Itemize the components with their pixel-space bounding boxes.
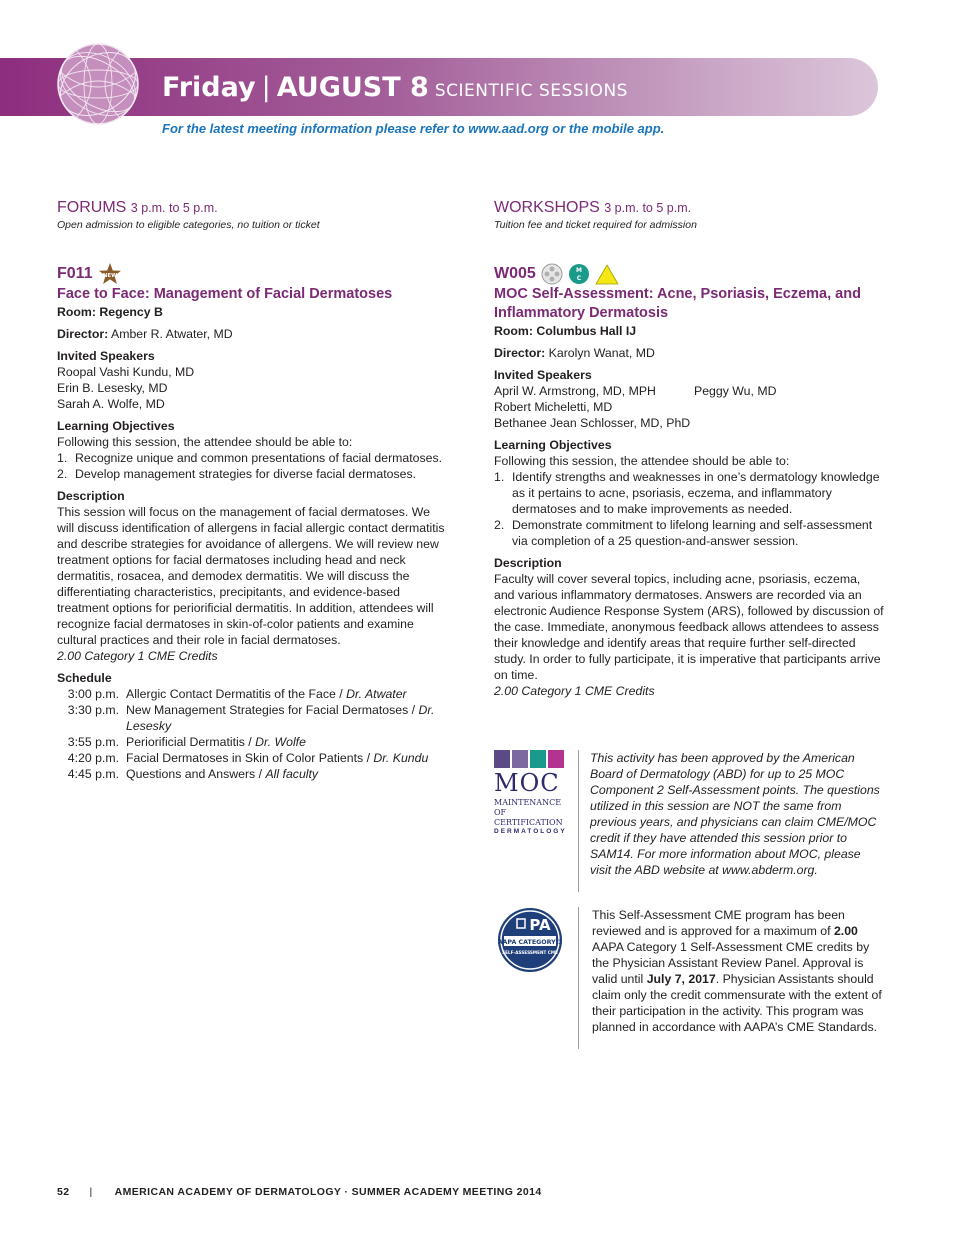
list-item: 2. Demonstrate commitment to lifelong learning and self-assessment via completion of a 25 question-and-answer session. <box>494 518 873 548</box>
schedule-time: 3:00 p.m. <box>67 687 119 701</box>
objectives-intro: Following this session, the attendee should be able to: <box>494 454 790 468</box>
schedule-item: Questions and Answers / All faculty <box>126 767 319 781</box>
footer-divider: | <box>89 1186 93 1198</box>
schedule-item: Facial Dermatoses in Skin of Color Patients / Dr. Kundu <box>126 751 429 765</box>
room: Room: Regency B <box>57 305 163 319</box>
workshops-subtitle: Tuition fee and ticket required for admission <box>494 219 697 231</box>
title-day: Friday <box>162 72 256 103</box>
new-badge-text: NEW <box>102 273 117 279</box>
objectives-list <box>57 450 447 482</box>
speaker: Robert Micheletti, MD <box>494 400 613 414</box>
description-label: Description <box>494 556 562 570</box>
forums-label: FORUMS <box>57 199 127 216</box>
aapa-text: This Self-Assessment CME program has been reviewed and is approved for a maximum of 2.00 AAPA Category 1 Self-Assessment CME credits by the Physician Assistant Review Panel. Approval is valid until July 7, 2017. Physician Assistants should claim only the credit commensurate with the extent of their participation in the activity. This program was planned in accordance with AAPA’s CME Standards. <box>592 908 882 1034</box>
schedule-time: 4:20 p.m. <box>67 751 119 765</box>
speakers-label: Invited Speakers <box>494 368 592 382</box>
session-code: F011 <box>57 265 93 282</box>
moc-logo-sub: OF CERTIFICATION <box>494 808 563 827</box>
speaker: Erin B. Lesesky, MD <box>57 381 168 395</box>
credits: 2.00 Category 1 CME Credits <box>57 649 218 663</box>
schedule-time: 4:45 p.m. <box>67 767 119 781</box>
moc-badge-icon <box>568 263 590 285</box>
new-star-icon <box>98 262 122 286</box>
forums-column <box>57 198 447 782</box>
aapa-seal-icon <box>497 907 563 973</box>
divider <box>578 907 579 1049</box>
schedule-time: 3:55 p.m. <box>67 735 119 749</box>
credits: 2.00 Category 1 CME Credits <box>494 684 655 698</box>
warning-triangle-icon <box>595 263 619 285</box>
moc-logo-word: MOC <box>494 769 560 797</box>
globe-logo-icon <box>56 42 140 126</box>
page-title <box>162 72 628 103</box>
svg-text:C: C <box>576 275 581 282</box>
speaker: Sarah A. Wolfe, MD <box>57 397 165 411</box>
schedule-table <box>57 686 447 782</box>
svg-text:M: M <box>575 267 582 274</box>
description: This session will focus on the management of facial dermatoses. We will discuss identification of allergens in facial allergic contact dermatitis and describe strategies for avoidance of allergens. We will review new treatment options for facial dermatoses including head and neck dermatitis, rosacea, and demodex dermatitis. We will discuss the differentiating characteristics, precipitants, and evidence-based treatment options for periorificial dermatitis. In addition, attendees will recognize facial dermatoses in skin-of-color patients and examine cultural practices and their role in facial dermatoses. <box>57 505 445 647</box>
moc-logo <box>494 750 567 835</box>
session-code: W005 <box>494 265 536 282</box>
footer-text: AMERICAN ACADEMY OF DERMATOLOGY · SUMMER ACADEMY MEETING 2014 <box>114 1186 542 1198</box>
objectives-label: Learning Objectives <box>57 419 175 433</box>
seal-line2: SELF-ASSESSMENT CME <box>502 950 558 955</box>
schedule-label: Schedule <box>57 671 112 685</box>
speaker: Bethanee Jean Schlosser, MD, PhD <box>494 416 691 430</box>
film-reel-icon <box>541 263 563 285</box>
director <box>494 345 884 361</box>
session-code-row <box>57 263 447 285</box>
title-sessions: SCIENTIFIC SESSIONS <box>434 81 628 101</box>
director-name: Amber R. Atwater, MD <box>111 327 233 341</box>
title-separator: | <box>261 72 271 103</box>
moc-logo-derm: DERMATOLOGY <box>494 828 567 835</box>
objectives-list <box>494 469 884 549</box>
forums-time: 3 p.m. to 5 p.m. <box>130 201 218 215</box>
objectives-intro: Following this session, the attendee should be able to: <box>57 435 353 449</box>
workshops-label: WORKSHOPS <box>494 199 600 216</box>
description-label: Description <box>57 489 125 503</box>
director-label: Director: <box>57 327 109 341</box>
forums-heading <box>57 198 447 218</box>
director-label: Director: <box>494 346 546 360</box>
speaker: Peggy Wu, MD <box>694 384 777 398</box>
speaker: April W. Armstrong, MD, MPH <box>494 384 656 398</box>
moc-text: This activity has been approved by the American Board of Dermatology (ABD) for up to 25 MOC Component 2 Self-Assessment points. The questions utilized in this session are NOT the same from previous years, and physicians can claim CME/MOC credit if they have attended this session prior to SAM14. For more information about MOC, please visit the ABD website at www.abderm.org. <box>590 751 880 877</box>
forums-subtitle: Open admission to eligible categories, no tuition or ticket <box>57 219 320 231</box>
room: Room: Columbus Hall IJ <box>494 324 637 338</box>
seal-pa: PA <box>529 916 551 934</box>
session-code-row <box>494 263 884 285</box>
speaker-row <box>494 383 884 399</box>
description: Faculty will cover several topics, including acne, psoriasis, eczema, and various inflammatory dermatoses. Answers are recorded via an electronic Audience Response System (ARS), followed by discussion of the case. Immediate, anonymous feedback allows attendees to assess their knowledge and identify areas that require further self-directed study. In order to fully participate, it is imperative that participants arrive on time. <box>494 572 884 682</box>
list-item: 2. Develop management strategies for diverse facial dermatoses. <box>57 467 417 481</box>
page-footer <box>57 1186 542 1198</box>
workshops-heading <box>494 198 884 218</box>
list-item: 1. Identify strengths and weaknesses in one’s dermatology knowledge as it pertains to acne, psoriasis, eczema, and inflammatory dermatoses and to make improvements as needed. <box>494 470 880 516</box>
session-title: MOC Self-Assessment: Acne, Psoriasis, Eczema, and Inflammatory Dermatosis <box>494 286 861 321</box>
schedule-item: New Management Strategies for Facial Dermatoses / Dr. Lesesky <box>126 703 435 733</box>
workshops-column <box>494 198 884 699</box>
schedule-time: 3:30 p.m. <box>67 703 119 717</box>
title-date: AUGUST 8 <box>276 72 429 103</box>
page-number: 52 <box>57 1186 70 1198</box>
session-title: Face to Face: Management of Facial Dermatoses <box>57 286 393 302</box>
director <box>57 326 447 342</box>
schedule-item: Periorificial Dermatitis / Dr. Wolfe <box>126 735 306 749</box>
info-line: For the latest meeting information please refer to www.aad.org or the mobile app. <box>162 121 665 136</box>
schedule-item: Allergic Contact Dermatitis of the Face / Dr. Atwater <box>126 687 407 701</box>
workshops-time: 3 p.m. to 5 p.m. <box>604 201 692 215</box>
objectives-label: Learning Objectives <box>494 438 612 452</box>
speakers-label: Invited Speakers <box>57 349 155 363</box>
divider <box>578 750 579 892</box>
moc-color-bars <box>494 750 564 768</box>
speaker: Roopal Vashi Kundu, MD <box>57 365 195 379</box>
moc-logo-sub: MAINTENANCE <box>494 798 562 807</box>
list-item: 1. Recognize unique and common presentations of facial dermatoses. <box>57 451 443 465</box>
director-name: Karolyn Wanat, MD <box>548 346 655 360</box>
seal-line1: AAPA CATEGORY 1 <box>497 939 563 946</box>
